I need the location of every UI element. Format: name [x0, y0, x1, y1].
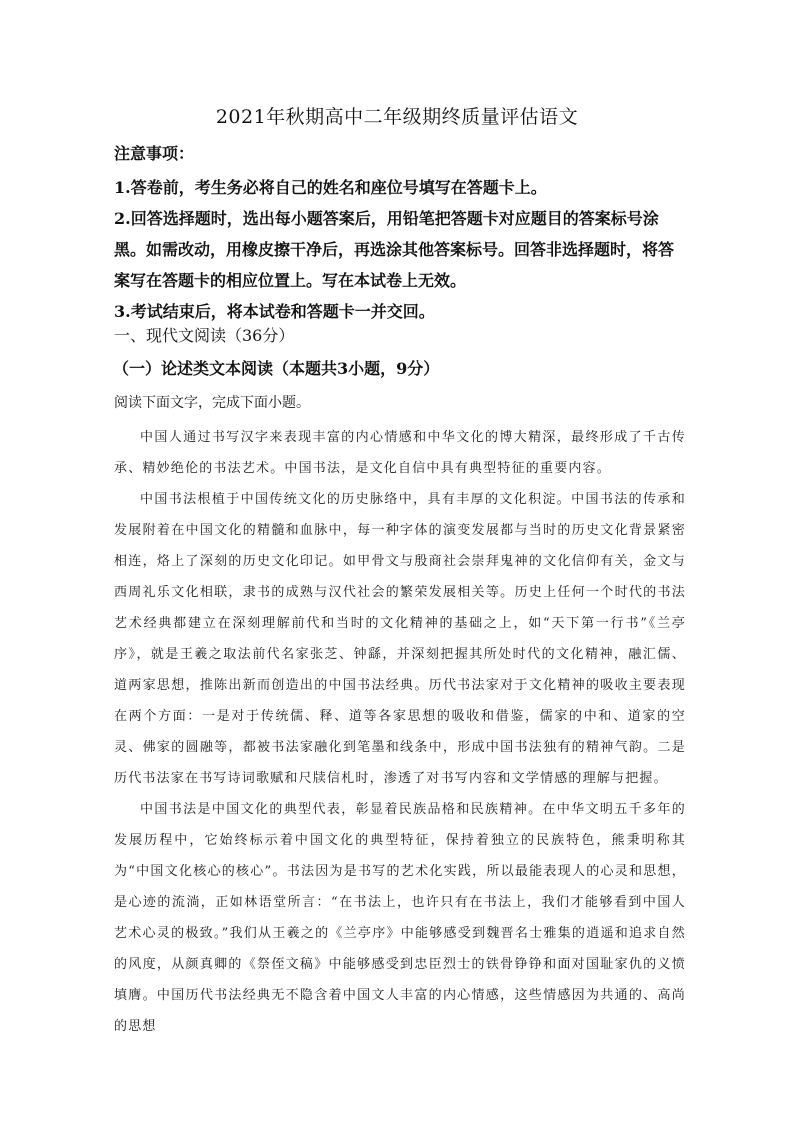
passage-paragraph: 中国人通过书写汉字来表现丰富的内心情感和中华文化的博大精深，最终形成了千古传承、精妙绝伦的书法艺术。中国书法，是文化自信中具有典型特征的重要内容。: [114, 430, 686, 476]
section-heading-modern-reading: 一、现代文阅读（36分）: [114, 326, 295, 345]
note-item: 2.回答选择题时，选出每小题答案后，用铅笔把答题卡对应题目的答案标号涂黑。如需改动，用橡皮擦干净后，再选涂其他答案标号。回答非选择题时，将答案写在答题卡的相应位置上。写在本试卷上无效。: [114, 209, 675, 290]
reading-instruction: 阅读下面文字，完成下面小题。: [114, 395, 310, 411]
note-item: 1.答卷前，考生务必将自己的姓名和座位号填写在答题卡上。: [114, 178, 547, 197]
notes-list: [114, 172, 688, 327]
note-item: 3.考试结束后，将本试卷和答题卡一并交回。: [114, 302, 435, 321]
passage-paragraph: 中国书法根植于中国传统文化的历史脉络中，具有丰厚的文化积淀。中国书法的传承和发展附着在中国文化的精髓和血脉中，每一种字体的演变发展都与当时的历史文化背景紧密相连，烙上了深刻的历史文化印记。如甲骨文与殷商社会崇拜鬼神的文化信仰有关，金文与西周礼乐文化相联，隶书的成熟与汉代社会的繁荣发展相关等。历史上任何一个时代的书法艺术经典都建立在深刻理解前代和当时的文化精神的基础之上，如“天下第一行书”《兰亭序》，就是王羲之取法前代名家张芝、钟繇，并深刻把握其所处时代的文化精神，融汇儒、道两家思想，推陈出新而创造出的中国书法经典。历代书法家对于文化精神的吸收主要表现在两个方面：一是对于传统儒、释、道等各家思想的吸收和借鉴，儒家的中和、道家的空灵、佛家的圆融等，都被书法家融化到笔墨和线条中，形成中国书法独有的精神气韵。二是历代书法家在书写诗词歌赋和尺牍信札时，渗透了对书写内容和文学情感的理解与把握。: [114, 492, 686, 786]
notice-heading: 注意事项：: [114, 144, 195, 163]
page-title: 2021年秋期高中二年级期终质量评估语文: [215, 106, 579, 128]
reading-passage: [114, 422, 686, 1042]
subsection-heading-argumentative: （一）论述类文本阅读（本题共3小题，9分）: [113, 359, 440, 378]
passage-paragraph: 中国书法是中国文化的典型代表，彰显着民族品格和民族精神。在中华文明五千多年的发展历程中，它始终标示着中国文化的典型特征，保持着独立的民族特色，熊秉明称其为“中国文化核心的核心”。书法因为是书写的艺术化实践，所以最能表现人的心灵和思想，是心迹的流淌，正如林语堂所言：“在书法上，也许只有在书法上，我们才能够看到中国人艺术心灵的极致。”我们从王羲之的《兰亭序》中能够感受到魏晋名士雅集的逍遥和追求自然的风度，从颜真卿的《祭侄文稿》中能够感受到忠臣烈士的铁骨铮铮和面对国耻家仇的义愤填膺。中国历代书法经典无不隐含着中国文人丰富的内心情感，这些情感因为共通的、高尚的思想: [114, 802, 686, 1034]
